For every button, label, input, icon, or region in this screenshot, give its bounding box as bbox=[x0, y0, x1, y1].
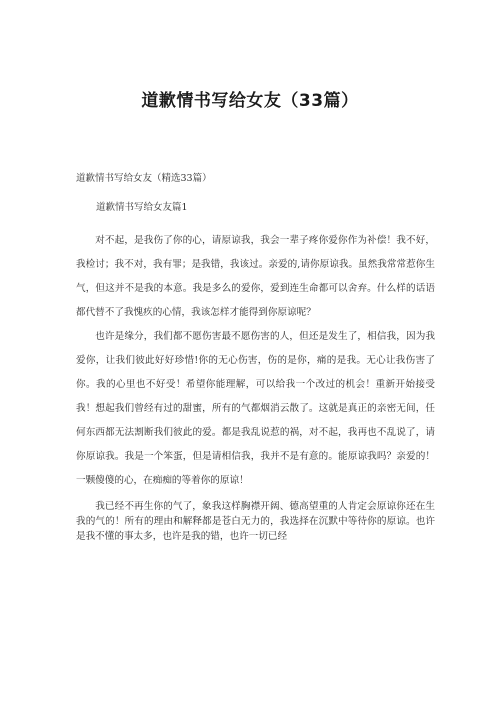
section-heading: 道歉情书写给女友篇1 bbox=[96, 202, 188, 213]
document-body bbox=[76, 229, 435, 544]
document-title: 道歉情书写给女友（33篇） bbox=[141, 91, 359, 111]
paragraph-2: 也许是缘分，我们都不愿伤害最不愿伤害的人，但还是发生了，相信我，因为我爱你，让我们彼此好好珍惜!你的无心伤害，伤的是你，痛的是我。无心让我伤害了你。我的心里也不好受！希望你能理解，可以给我一个改过的机会！重新开始接受我！想起我们曾经有过的甜蜜，所有的气都烟消云散了。这就是真正的亲密无间，任何东西都无法割断我们彼此的爱。都是我乱说惹的祸，对不起，我再也不乱说了，请你原谅我。我是一个笨蛋，但是请相信我，我并不是有意的。能原谅我吗？亲爱的！一颗傻傻的心，在痴痴的等着你的原谅！ bbox=[76, 331, 435, 486]
document-subtitle: 道歉情书写给女友（精选33篇） bbox=[76, 173, 212, 184]
paragraph-3: 我已经不再生你的气了，象我这样胸襟开阔、德高望重的人肯定会原谅你还在生我的气的！所有的理由和解释都是苍白无力的，我选择在沉默中等待你的原谅。也许是我不懂的事太多，也许是我的错，也许一切已经 bbox=[76, 501, 435, 542]
paragraph-1: 对不起，是我伤了你的心，请原谅我，我会一辈子疼你爱你作为补偿！我不好，我检讨；我不对，我有罪；是我错，我该过。亲爱的,请你原谅我。虽然我常常惹你生气，但这并不是我的本意。我是多么的爱你，爱到连生命都可以舍弃。什么样的话语都代替不了我愧疚的心情，我该怎样才能得到你原谅呢？ bbox=[76, 235, 435, 318]
